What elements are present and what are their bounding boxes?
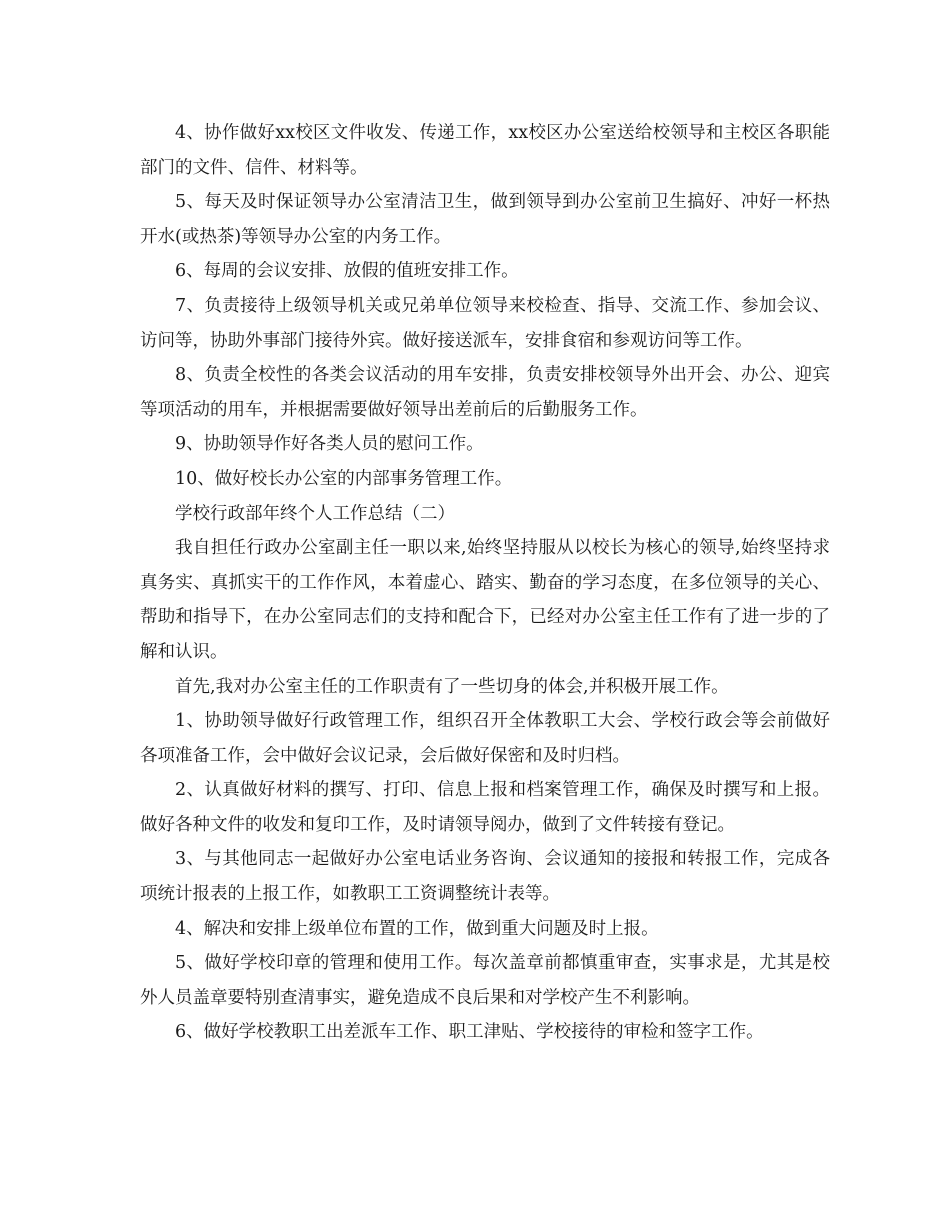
paragraph: 4、协作做好xx校区文件收发、传递工作，xx校区办公室送给校领导和主校区各职能部门的文件、信件、材料等。 bbox=[140, 123, 830, 178]
section-heading: 学校行政部年终个人工作总结（二） bbox=[175, 503, 455, 524]
paragraph: 6、做好学校教职工出差派车工作、职工津贴、学校接待的审检和签字工作。 bbox=[175, 1022, 764, 1043]
paragraph: 9、协助领导作好各类人员的慰问工作。 bbox=[175, 434, 484, 455]
paragraph: 5、做好学校印章的管理和使用工作。每次盖章前都慎重审查，实事求是，尤其是校外人员盖章要特别查清事实，避免造成不良后果和对学校产生不利影响。 bbox=[140, 953, 830, 1008]
paragraph: 首先,我对办公室主任的工作职责有了一些切身的体会,并积极开展工作。 bbox=[175, 676, 729, 697]
paragraph: 4、解决和安排上级单位布置的工作，做到重大问题及时上报。 bbox=[175, 918, 659, 939]
paragraph: 10、做好校长办公室的内部事务管理工作。 bbox=[175, 468, 513, 489]
paragraph: 3、与其他同志一起做好办公室电话业务咨询、会议通知的接报和转报工作，完成各项统计报表的上报工作，如教职工工资调整统计表等。 bbox=[140, 849, 830, 905]
paragraph: 1、协助领导做好行政管理工作，组织召开全体教职工大会、学校行政会等会前做好各项准备工作，会中做好会议记录，会后做好保密和及时归档。 bbox=[140, 711, 830, 766]
document-body bbox=[140, 116, 830, 1050]
paragraph: 8、负责全校性的各类会议活动的用车安排，负责安排校领导外出开会、办公、迎宾等项活动的用车，并根据需要做好领导出差前后的后勤服务工作。 bbox=[140, 365, 830, 420]
paragraph: 7、负责接待上级领导机关或兄弟单位领导来校检查、指导、交流工作、参加会议、访问等，协助外事部门接待外宾。做好接送派车，安排食宿和参观访问等工作。 bbox=[140, 295, 830, 351]
paragraph: 我自担任行政办公室副主任一职以来,始终坚持服从以校长为核心的领导,始终坚持求真务实、真抓实干的工作作风，本着虚心、踏实、勤奋的学习态度，在多位领导的关心、帮助和指导下，在办公室同志们的支持和配合下，已经对办公室主任工作有了进一步的了解和认识。 bbox=[140, 538, 830, 662]
paragraph: 5、每天及时保证领导办公室清洁卫生，做到领导到办公室前卫生搞好、冲好一杯热开水(或热茶)等领导办公室的内务工作。 bbox=[140, 192, 830, 247]
paragraph: 6、每周的会议安排、放假的值班安排工作。 bbox=[175, 261, 519, 282]
paragraph: 2、认真做好材料的撰写、打印、信息上报和档案管理工作，确保及时撰写和上报。做好各种文件的收发和复印工作，及时请领导阅办，做到了文件转接有登记。 bbox=[140, 780, 830, 835]
